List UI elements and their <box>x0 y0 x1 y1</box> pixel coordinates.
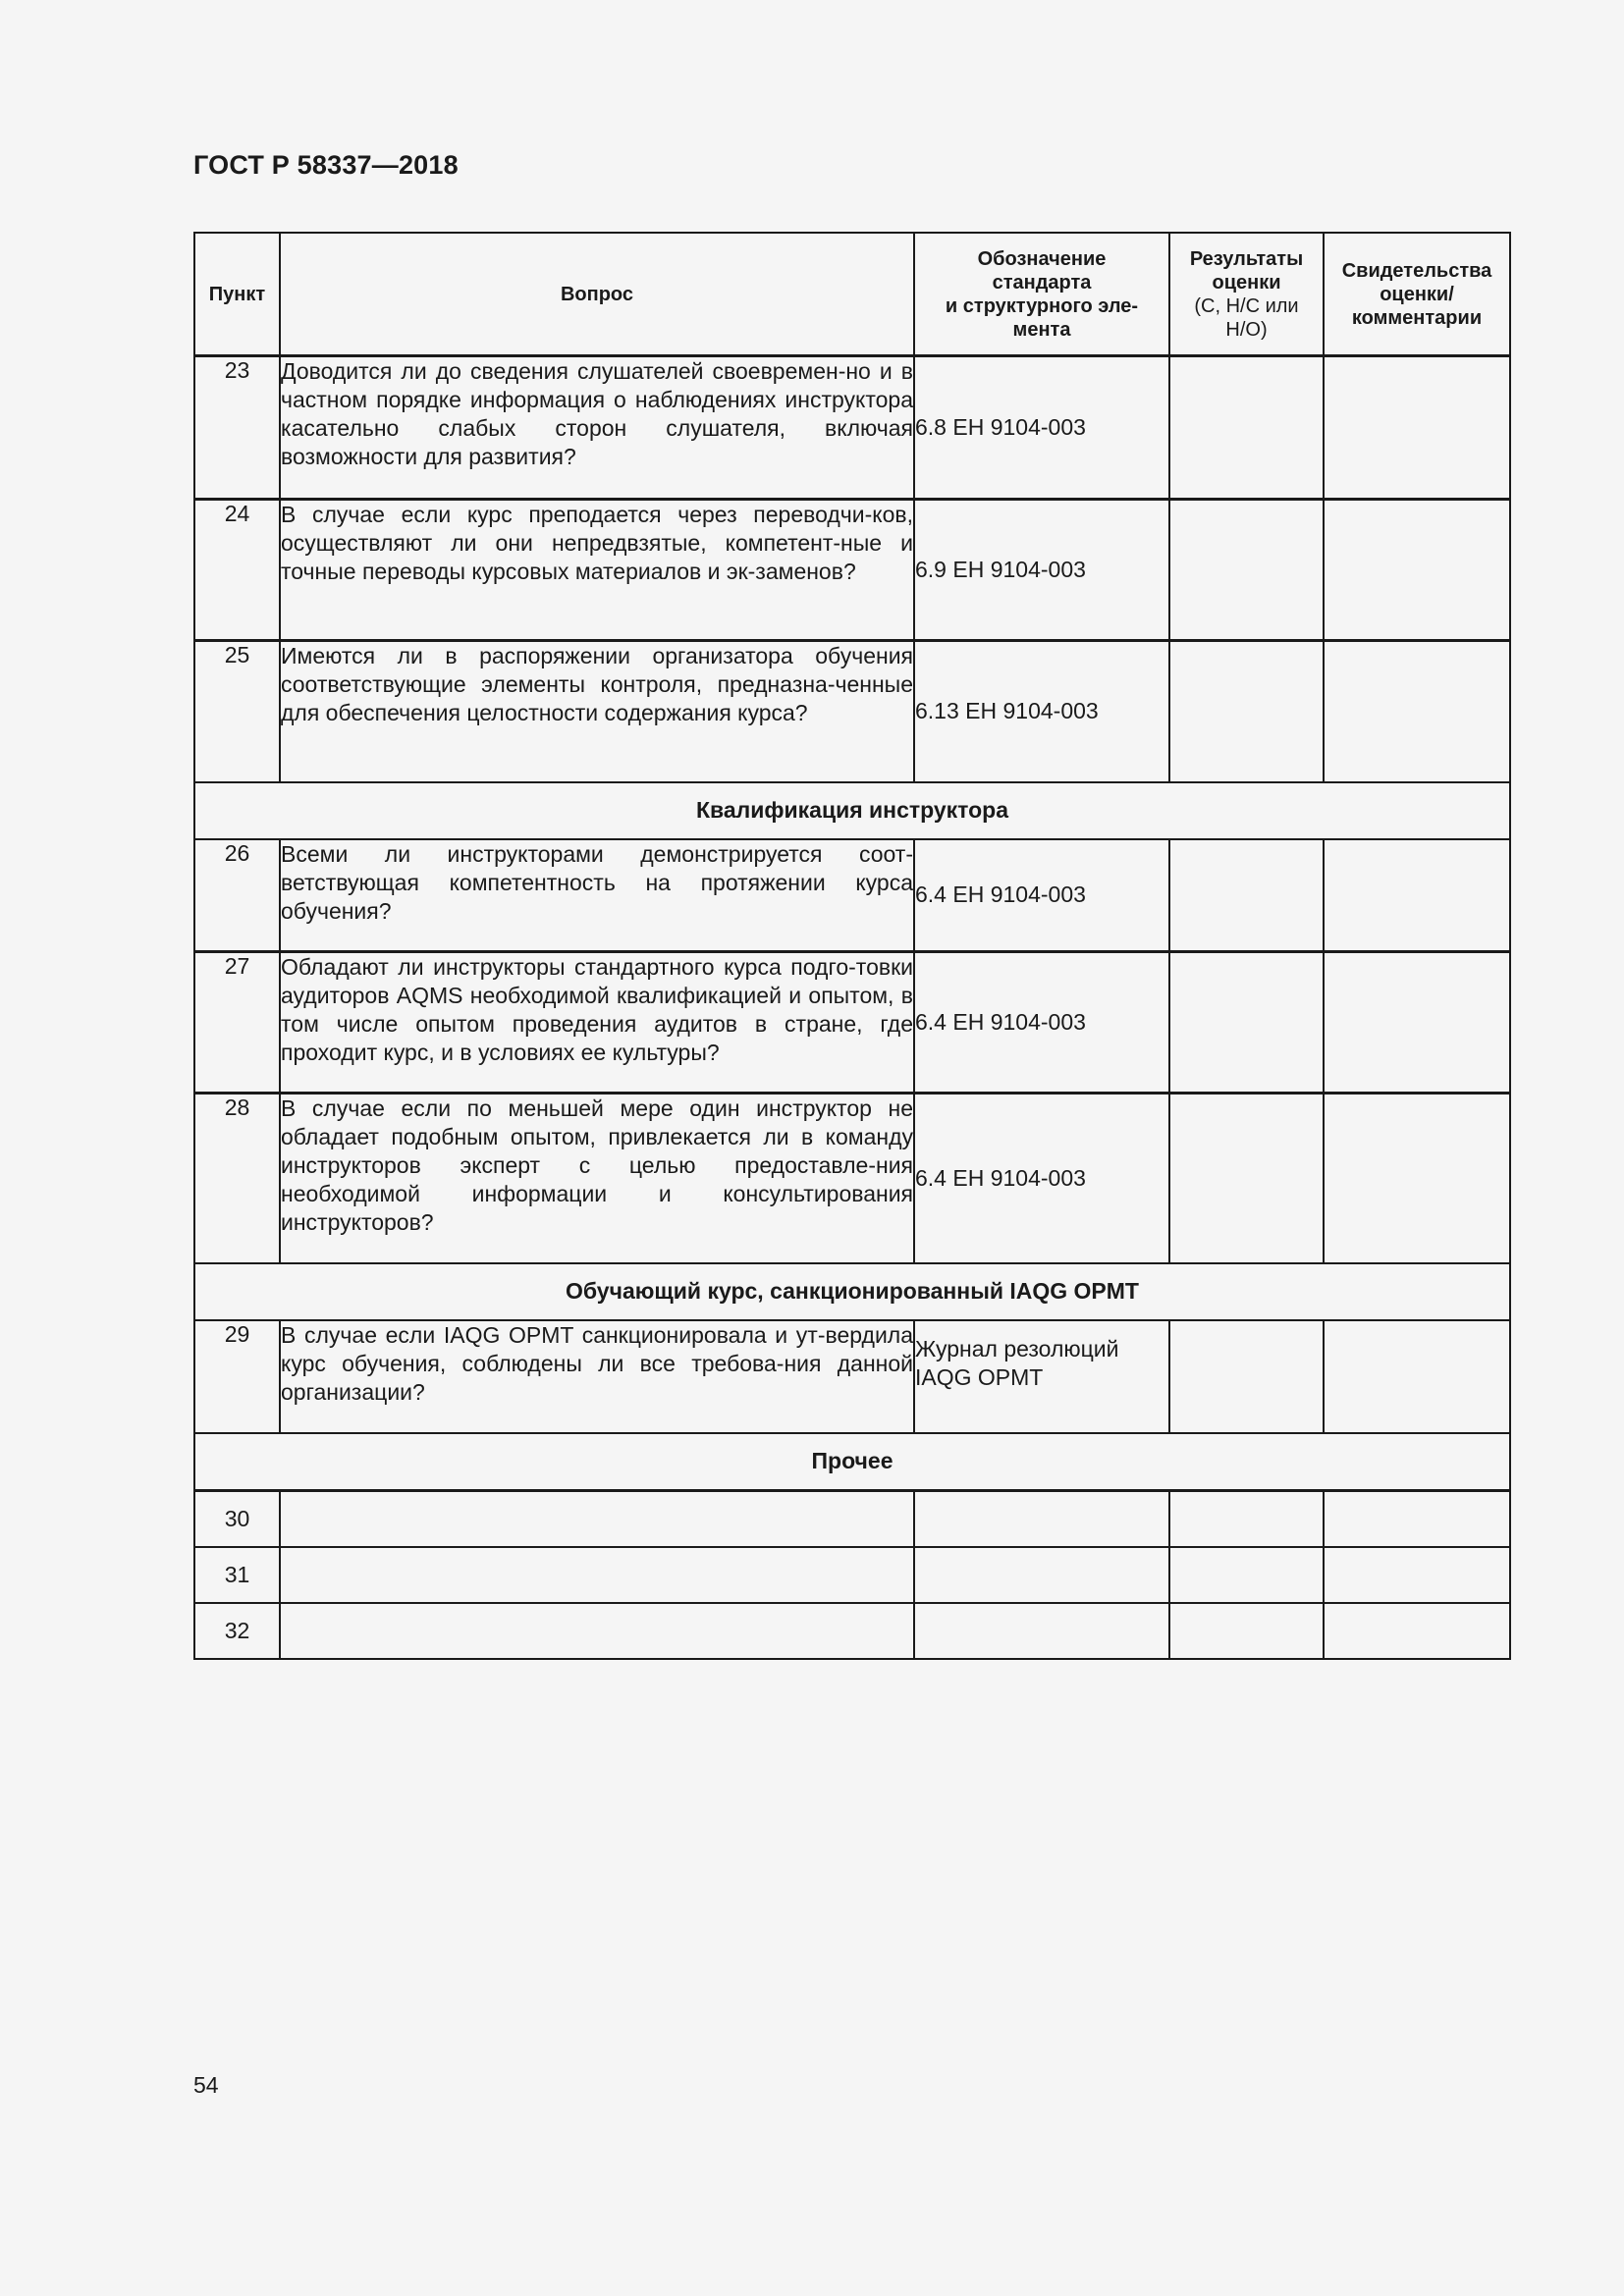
row-evidence-cell[interactable] <box>1324 641 1510 782</box>
row-evidence-cell[interactable] <box>1324 1547 1510 1603</box>
header-evidence-line: комментарии <box>1351 306 1483 329</box>
row-number: 25 <box>194 641 280 782</box>
row-evidence-cell[interactable] <box>1324 1320 1510 1433</box>
row-question-cell[interactable] <box>280 1490 914 1547</box>
row-number: 23 <box>194 356 280 500</box>
header-evidence-line: Свидетельства <box>1341 259 1492 282</box>
row-number: 31 <box>194 1547 280 1603</box>
section-row <box>194 1433 1510 1491</box>
header-standard-line: Обозначение <box>977 247 1107 270</box>
row-evidence-cell[interactable] <box>1324 356 1510 500</box>
row-result-cell[interactable] <box>1169 1320 1324 1433</box>
row-evidence-cell[interactable] <box>1324 1603 1510 1659</box>
section-title: Квалификация инструктора <box>194 782 1510 839</box>
table-row <box>194 1603 1510 1659</box>
row-standard: 6.8 EH 9104-003 <box>914 356 1169 500</box>
table-row <box>194 356 1510 500</box>
header-results-line: Результаты <box>1189 247 1304 270</box>
row-standard-line: IAQG OPMT <box>915 1363 1044 1390</box>
row-question: Всеми ли инструкторами демонстрируется соот-ветствующая компетентность на протяжении курса обучения? <box>280 839 914 952</box>
row-standard: 6.13 EH 9104-003 <box>914 641 1169 782</box>
section-title: Обучающий курс, санкционированный IAQG OPMT <box>194 1263 1510 1320</box>
row-standard-cell[interactable] <box>914 1603 1169 1659</box>
header-standard-line: стандарта <box>992 271 1092 294</box>
page-number: 54 <box>193 2072 219 2098</box>
section-title: Прочее <box>194 1433 1510 1491</box>
table-header-row <box>194 233 1510 356</box>
row-number: 26 <box>194 839 280 952</box>
row-standard-cell[interactable] <box>914 1490 1169 1547</box>
row-number: 24 <box>194 500 280 641</box>
row-result-cell[interactable] <box>1169 356 1324 500</box>
row-standard: 6.9 EH 9104-003 <box>914 500 1169 641</box>
row-question: В случае если по меньшей мере один инструктор не обладает подобным опытом, привлекается ли в команду инструкторов эксперт с целью предоставле-ния необходимой информации и консультирования инструкторов? <box>280 1094 914 1263</box>
header-results <box>1169 233 1324 356</box>
header-results-line: оценки <box>1212 271 1281 294</box>
table-row <box>194 839 1510 952</box>
row-standard: 6.4 EH 9104-003 <box>914 839 1169 952</box>
row-standard: 6.4 EH 9104-003 <box>914 952 1169 1094</box>
row-result-cell[interactable] <box>1169 1547 1324 1603</box>
row-evidence-cell[interactable] <box>1324 952 1510 1094</box>
header-standard <box>914 233 1169 356</box>
row-number: 27 <box>194 952 280 1094</box>
table-row <box>194 500 1510 641</box>
row-result-cell[interactable] <box>1169 952 1324 1094</box>
row-question-cell[interactable] <box>280 1547 914 1603</box>
header-standard-line: мента <box>1012 318 1071 341</box>
header-results-sub: Н/О) <box>1225 318 1268 341</box>
table-row <box>194 952 1510 1094</box>
header-num: Пункт <box>194 233 280 356</box>
row-question: В случае если IAQG OPMT санкционировала и ут-вердила курс обучения, соблюдены ли все требова-ния данной организации? <box>280 1320 914 1433</box>
section-row <box>194 782 1510 839</box>
row-result-cell[interactable] <box>1169 1094 1324 1263</box>
row-evidence-cell[interactable] <box>1324 839 1510 952</box>
section-row <box>194 1263 1510 1320</box>
row-result-cell[interactable] <box>1169 500 1324 641</box>
table-row <box>194 1547 1510 1603</box>
table-row <box>194 1490 1510 1547</box>
table-row <box>194 641 1510 782</box>
row-standard <box>914 1320 1169 1433</box>
row-question: Имеются ли в распоряжении организатора обучения соответствующие элементы контроля, предназна-ченные для обеспечения целостности содержания курса? <box>280 641 914 782</box>
row-standard-line: Журнал резолюций <box>915 1335 1119 1362</box>
row-question: Доводится ли до сведения слушателей своевремен-но и в частном порядке информация о наблюдениях инструктора касательно слабых сторон слушателя, включая возможности для развития? <box>280 356 914 500</box>
row-number: 28 <box>194 1094 280 1263</box>
row-result-cell[interactable] <box>1169 839 1324 952</box>
row-standard-cell[interactable] <box>914 1547 1169 1603</box>
checklist-table <box>193 232 1511 1660</box>
header-question: Вопрос <box>280 233 914 356</box>
row-question: В случае если курс преподается через переводчи-ков, осуществляют ли они непредвзятые, компетент-ные и точные переводы курсовых материалов и эк-заменов? <box>280 500 914 641</box>
row-evidence-cell[interactable] <box>1324 500 1510 641</box>
document-title: ГОСТ Р 58337—2018 <box>193 150 459 180</box>
row-question: Обладают ли инструкторы стандартного курса подго-товки аудиторов AQMS необходимой квалификацией и опытом, в том числе опытом проведения аудитов в стране, где проходит курс, и в условиях ее культуры? <box>280 952 914 1094</box>
row-question-cell[interactable] <box>280 1603 914 1659</box>
row-standard: 6.4 EH 9104-003 <box>914 1094 1169 1263</box>
row-evidence-cell[interactable] <box>1324 1094 1510 1263</box>
row-result-cell[interactable] <box>1169 1490 1324 1547</box>
row-number: 29 <box>194 1320 280 1433</box>
header-evidence-line: оценки/ <box>1380 283 1454 305</box>
row-number: 32 <box>194 1603 280 1659</box>
row-result-cell[interactable] <box>1169 641 1324 782</box>
row-evidence-cell[interactable] <box>1324 1490 1510 1547</box>
header-standard-line: и структурного эле- <box>945 294 1139 317</box>
table-row <box>194 1320 1510 1433</box>
row-number: 30 <box>194 1490 280 1547</box>
row-result-cell[interactable] <box>1169 1603 1324 1659</box>
header-evidence <box>1324 233 1510 356</box>
header-results-sub: (С, Н/С или <box>1194 294 1299 317</box>
table-row <box>194 1094 1510 1263</box>
